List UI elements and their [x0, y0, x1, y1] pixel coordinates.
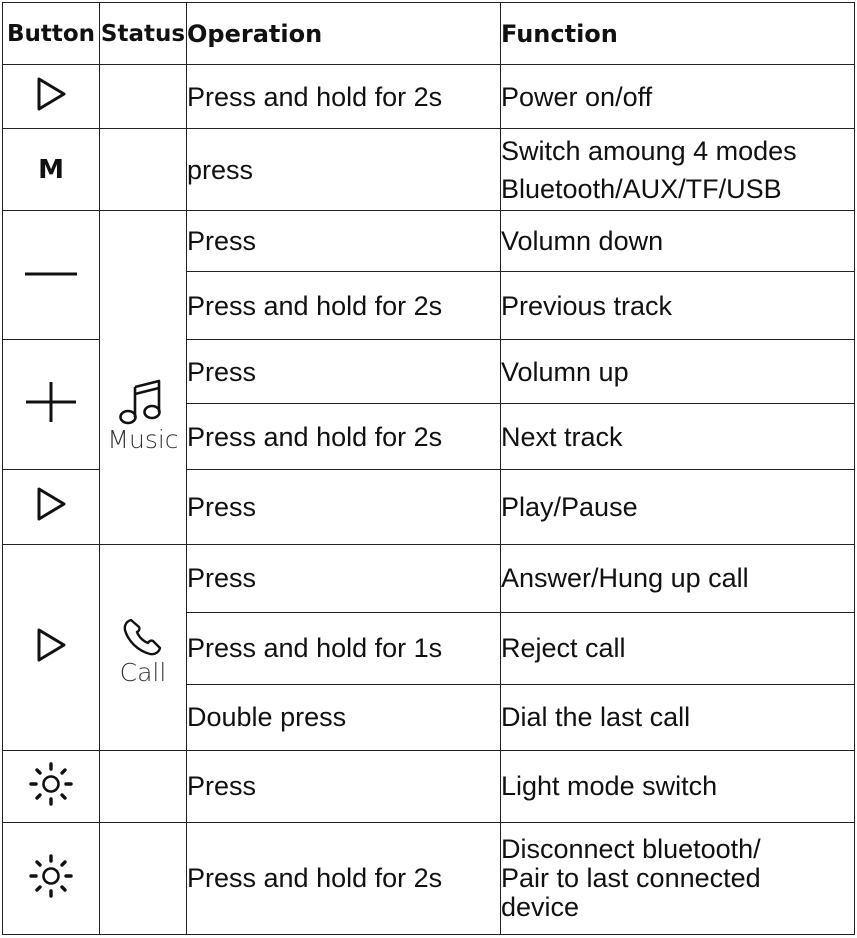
function-cell: Answer/Hung up call — [501, 544, 855, 612]
sun-icon — [27, 852, 75, 900]
function-cell: Play/Pause — [501, 470, 855, 544]
function-cell: Volumn down — [501, 211, 855, 272]
status-label-call: Call — [119, 657, 167, 687]
button-cell — [3, 750, 100, 822]
operation-cell: Press and hold for 2s — [187, 404, 501, 470]
operation-cell: Press — [187, 211, 501, 272]
operation-cell: Press and hold for 2s — [187, 272, 501, 340]
button-cell — [3, 470, 100, 544]
function-cell — [501, 129, 855, 211]
operation-cell: Press — [187, 470, 501, 544]
operation-cell: press — [187, 129, 501, 211]
function-cell: Next track — [501, 404, 855, 470]
function-line: device — [501, 891, 580, 922]
function-cell: Reject call — [501, 612, 855, 684]
table-row — [3, 65, 855, 129]
button-cell — [3, 822, 100, 934]
function-line: Disconnect bluetooth/ — [501, 833, 761, 864]
function-cell: Previous track — [501, 272, 855, 340]
operation-cell: Press and hold for 1s — [187, 612, 501, 684]
mode-m-icon: M — [38, 154, 64, 185]
status-cell-empty — [100, 65, 187, 129]
operation-cell: Double press — [187, 684, 501, 750]
status-label-music: Music — [107, 424, 179, 454]
button-function-table — [2, 2, 855, 935]
header-row — [3, 3, 855, 65]
play-triangle-icon — [33, 485, 69, 523]
button-cell — [3, 211, 100, 340]
status-cell-empty — [100, 822, 187, 934]
phone-icon — [121, 616, 165, 658]
table-row — [3, 129, 855, 211]
status-cell-empty — [100, 750, 187, 822]
function-cell: Dial the last call — [501, 684, 855, 750]
button-cell — [3, 129, 100, 211]
operation-cell: Press and hold for 2s — [187, 65, 501, 129]
table-row — [3, 211, 855, 272]
operation-cell: Press — [187, 750, 501, 822]
function-line: Switch amoung 4 modes — [501, 135, 797, 166]
table-row — [3, 544, 855, 612]
play-triangle-icon — [33, 75, 69, 113]
status-cell-music — [100, 211, 187, 544]
operation-cell: Press — [187, 340, 501, 404]
button-cell — [3, 65, 100, 129]
function-cell — [501, 822, 855, 934]
header-function: Function — [501, 3, 855, 65]
table-row — [3, 822, 855, 934]
header-operation: Operation — [187, 3, 501, 65]
function-cell: Volumn up — [501, 340, 855, 404]
music-note-icon — [118, 377, 168, 425]
function-cell: Light mode switch — [501, 750, 855, 822]
function-cell: Power on/off — [501, 65, 855, 129]
function-line: Bluetooth/AUX/TF/USB — [501, 173, 782, 204]
header-button: Button — [3, 3, 100, 65]
function-line: Pair to last connected — [501, 862, 761, 893]
header-status: Status — [100, 3, 187, 65]
status-cell-empty — [100, 129, 187, 211]
table-row — [3, 750, 855, 822]
play-triangle-icon — [33, 626, 69, 664]
button-cell — [3, 340, 100, 470]
minus-icon — [23, 269, 79, 279]
sun-icon — [27, 760, 75, 808]
plus-icon — [24, 380, 78, 424]
status-cell-call — [100, 544, 187, 750]
button-cell — [3, 544, 100, 750]
operation-cell: Press — [187, 544, 501, 612]
operation-cell: Press and hold for 2s — [187, 822, 501, 934]
